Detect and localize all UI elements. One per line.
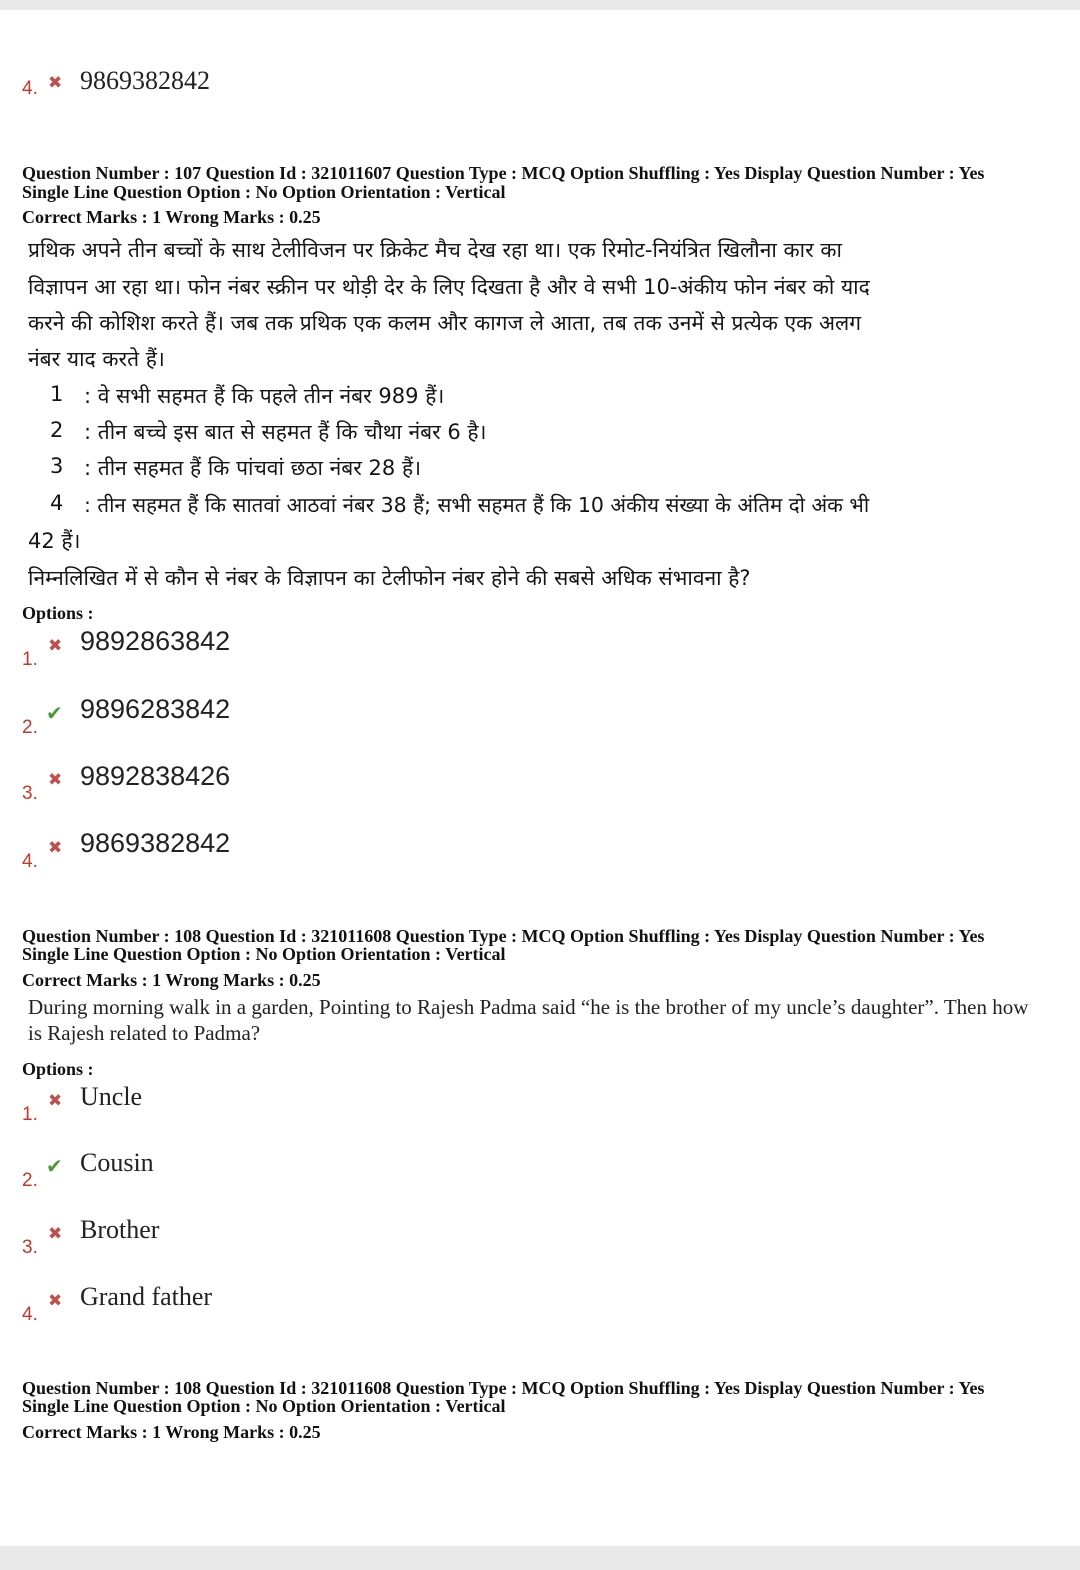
option-number: 1. — [22, 649, 38, 670]
question-marks-line: Correct Marks : 1 Wrong Marks : 0.25 — [22, 970, 321, 990]
question-marks-line: Correct Marks : 1 Wrong Marks : 0.25 — [22, 207, 321, 227]
cross-icon: ✖ — [48, 636, 63, 656]
document-page — [0, 10, 1080, 1546]
option-text: 9892863842 — [80, 626, 231, 656]
option-number: 2. — [22, 717, 38, 738]
cross-icon: ✖ — [48, 770, 63, 790]
clue-text: : तीन सहमत हैं कि पांचवां छठा नंबर 28 हैं। — [84, 456, 422, 480]
question-text-line: विज्ञापन आ रहा था। फोन नंबर स्क्रीन पर थोड़ी देर के लिए दिखता है और वे सभी 10-अंकीय फोन नंबर को याद — [28, 275, 870, 299]
option-number: 3. — [22, 783, 38, 804]
question-text-line: नंबर याद करते हैं। — [28, 347, 165, 371]
option-text: Grand father — [80, 1282, 213, 1311]
clue-number: 3 — [50, 454, 64, 478]
option-text: Brother — [80, 1215, 160, 1244]
question-meta-line: Question Number : 108 Question Id : 321011608 Question Type : MCQ Option Shuffling : Yes Display Question Number : Yes — [22, 1378, 985, 1398]
clue-text: : वे सभी सहमत हैं कि पहले तीन नंबर 989 हैं। — [84, 384, 445, 408]
option-text: Uncle — [80, 1082, 143, 1111]
check-icon: ✔ — [46, 701, 63, 725]
option-number: 4. — [22, 1304, 38, 1325]
cross-icon: ✖ — [48, 73, 63, 93]
clue-number: 1 — [50, 382, 64, 406]
question-meta-line: Single Line Question Option : No Option Orientation : Vertical — [22, 182, 506, 202]
question-meta-line: Question Number : 108 Question Id : 321011608 Question Type : MCQ Option Shuffling : Yes Display Question Number : Yes — [22, 926, 985, 946]
cross-icon: ✖ — [48, 1291, 63, 1311]
question-meta-line: Single Line Question Option : No Option Orientation : Vertical — [22, 1396, 506, 1416]
page-bottom-margin — [0, 1546, 1080, 1570]
question-meta-line: Single Line Question Option : No Option Orientation : Vertical — [22, 944, 506, 964]
question-meta-line: Question Number : 107 Question Id : 321011607 Question Type : MCQ Option Shuffling : Yes Display Question Number : Yes — [22, 163, 985, 183]
question-text-line: is Rajesh related to Padma? — [28, 1021, 261, 1045]
question-marks-line: Correct Marks : 1 Wrong Marks : 0.25 — [22, 1422, 321, 1442]
check-icon: ✔ — [46, 1154, 63, 1178]
question-prompt: निम्नलिखित में से कौन से नंबर के विज्ञापन का टेलीफोन नंबर होने की सबसे अधिक संभावना है? — [28, 566, 751, 590]
option-number: 1. — [22, 1104, 38, 1125]
clue-number: 4 — [50, 491, 64, 515]
options-label: Options : — [22, 1059, 94, 1079]
option-text: 9869382842 — [80, 66, 210, 95]
cross-icon: ✖ — [48, 838, 63, 858]
option-text: Cousin — [80, 1148, 154, 1177]
option-number: 3. — [22, 1237, 38, 1258]
clue-text: : तीन बच्चे इस बात से सहमत हैं कि चौथा नंबर 6 है। — [84, 420, 487, 444]
cross-icon: ✖ — [48, 1091, 63, 1111]
option-number: 4. — [22, 78, 38, 99]
clue-text-continuation: 42 हैं। — [28, 529, 81, 553]
option-text: 9896283842 — [80, 694, 231, 724]
question-text-line: करने की कोशिश करते हैं। जब तक प्रथिक एक कलम और कागज ले आता, तब तक उनमें से प्रत्येक एक अलग — [28, 311, 862, 335]
question-text-line: प्रथिक अपने तीन बच्चों के साथ टेलीविजन पर क्रिकेट मैच देख रहा था। एक रिमोट-नियंत्रित खिलौना कार का — [28, 238, 842, 262]
question-text-line: During morning walk in a garden, Pointing to Rajesh Padma said “he is the brother of my uncle’s daughter”. Then how — [28, 995, 1029, 1019]
option-number: 4. — [22, 851, 38, 872]
options-label: Options : — [22, 603, 94, 623]
clue-text: : तीन सहमत हैं कि सातवां आठवां नंबर 38 हैं; सभी सहमत हैं कि 10 अंकीय संख्या के अंतिम दो अंक भी — [84, 493, 870, 517]
option-text: 9869382842 — [80, 828, 231, 858]
clue-number: 2 — [50, 418, 64, 442]
cross-icon: ✖ — [48, 1224, 63, 1244]
option-text: 9892838426 — [80, 761, 231, 791]
option-number: 2. — [22, 1170, 38, 1191]
